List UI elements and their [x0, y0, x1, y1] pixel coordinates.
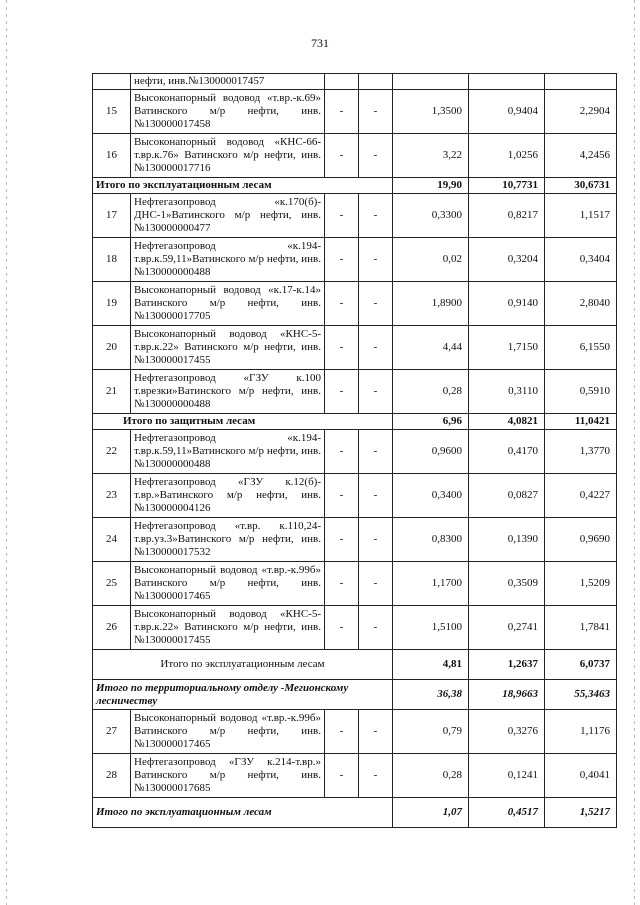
row-number: 26	[93, 606, 131, 650]
cell-c2: -	[359, 282, 393, 326]
object-name: Высоконапорный водовод «КНС-5-т.вр.к.22» Ватинского м/р нефти, инв.№130000017455	[131, 326, 325, 370]
row-number: 25	[93, 562, 131, 606]
total-label: Итого по территориальному отделу -Мегионскому лесничеству	[93, 680, 393, 710]
object-name: Нефтегазопровод «к.194-т.вр.к.59,11»Ватинского м/р нефти, инв.№130000000488	[131, 238, 325, 282]
total-value-3: 6,0737	[545, 650, 617, 680]
cell-c2: -	[359, 474, 393, 518]
value-1: 1,1700	[393, 562, 469, 606]
value-3: 4,2456	[545, 134, 617, 178]
row-number: 18	[93, 238, 131, 282]
table-row	[93, 370, 617, 414]
cell-c2	[359, 74, 393, 90]
total-value-2: 1,2637	[469, 650, 545, 680]
row-number: 23	[93, 474, 131, 518]
value-1: 0,3300	[393, 194, 469, 238]
value-3: 2,8040	[545, 282, 617, 326]
value-2: 0,0827	[469, 474, 545, 518]
object-name: Высоконапорный водовод «т.вр.-к.99б» Ватинского м/р нефти, инв.№130000017465	[131, 710, 325, 754]
row-number: 16	[93, 134, 131, 178]
table-row	[93, 562, 617, 606]
table-row	[93, 134, 617, 178]
row-number: 20	[93, 326, 131, 370]
value-1: 1,8900	[393, 282, 469, 326]
table-row	[93, 194, 617, 238]
value-1: 0,02	[393, 238, 469, 282]
object-name: Нефтегазопровод «т.вр. к.110,24-т.вр.уз.3»Ватинского м/р нефти, инв.№130000017532	[131, 518, 325, 562]
total-label: Итого по эксплуатационным лесам	[93, 798, 393, 828]
total-label: Итого по защитным лесам	[93, 414, 393, 430]
object-name: Высоконапорный водовод «т.вр.-к.99б» Ватинского м/р нефти, инв.№130000017465	[131, 562, 325, 606]
total-value-2: 4,0821	[469, 414, 545, 430]
cell-c2: -	[359, 430, 393, 474]
table-row	[93, 430, 617, 474]
total-row	[93, 798, 617, 828]
value-2: 0,1390	[469, 518, 545, 562]
value-3: 6,1550	[545, 326, 617, 370]
row-number: 17	[93, 194, 131, 238]
row-number	[93, 74, 131, 90]
value-1: 0,79	[393, 710, 469, 754]
table-body	[93, 74, 617, 828]
cell-c2: -	[359, 562, 393, 606]
value-3: 0,5910	[545, 370, 617, 414]
value-3: 0,3404	[545, 238, 617, 282]
total-row	[93, 650, 617, 680]
value-3: 1,3770	[545, 430, 617, 474]
data-table	[92, 73, 617, 828]
value-2: 0,4170	[469, 430, 545, 474]
total-value-1: 1,07	[393, 798, 469, 828]
total-value-1: 36,38	[393, 680, 469, 710]
right-margin-line	[634, 0, 635, 905]
cell-c1: -	[325, 370, 359, 414]
value-2: 0,2741	[469, 606, 545, 650]
cell-c2: -	[359, 238, 393, 282]
value-1: 4,44	[393, 326, 469, 370]
cell-c1: -	[325, 194, 359, 238]
cell-c1: -	[325, 282, 359, 326]
value-1: 0,28	[393, 754, 469, 798]
table-row	[93, 238, 617, 282]
value-3: 1,5209	[545, 562, 617, 606]
cell-c1: -	[325, 474, 359, 518]
value-3: 1,1517	[545, 194, 617, 238]
value-1: 0,3400	[393, 474, 469, 518]
value-1: 3,22	[393, 134, 469, 178]
value-3: 2,2904	[545, 90, 617, 134]
cell-c1: -	[325, 430, 359, 474]
cell-c2: -	[359, 90, 393, 134]
object-name: Нефтегазопровод «к.194-т.вр.к.59,11»Ватинского м/р нефти, инв.№130000000488	[131, 430, 325, 474]
value-3: 1,1176	[545, 710, 617, 754]
object-name: Нефтегазопровод «ГЗУ к.100 т.врезки»Ватинского м/р нефти, инв.№130000000488	[131, 370, 325, 414]
table-row	[93, 282, 617, 326]
cell-c2: -	[359, 710, 393, 754]
object-name: Нефтегазопровод «к.170(б)-ДНС-1»Ватинского м/р нефти, инв.№130000000477	[131, 194, 325, 238]
value-1	[393, 74, 469, 90]
value-2: 1,0256	[469, 134, 545, 178]
cell-c2: -	[359, 370, 393, 414]
table-row	[93, 90, 617, 134]
value-1: 0,9600	[393, 430, 469, 474]
total-value-3: 30,6731	[545, 178, 617, 194]
value-1: 1,3500	[393, 90, 469, 134]
total-value-2: 18,9663	[469, 680, 545, 710]
value-3: 0,9690	[545, 518, 617, 562]
row-number: 28	[93, 754, 131, 798]
value-3: 0,4227	[545, 474, 617, 518]
row-number: 19	[93, 282, 131, 326]
total-value-3: 55,3463	[545, 680, 617, 710]
cell-c1: -	[325, 518, 359, 562]
value-1: 1,5100	[393, 606, 469, 650]
row-number: 15	[93, 90, 131, 134]
total-value-2: 10,7731	[469, 178, 545, 194]
value-2: 0,9140	[469, 282, 545, 326]
total-row	[93, 178, 617, 194]
total-value-1: 4,81	[393, 650, 469, 680]
cell-c2: -	[359, 134, 393, 178]
cell-c2: -	[359, 754, 393, 798]
table-row	[93, 326, 617, 370]
total-row	[93, 680, 617, 710]
cell-c1: -	[325, 710, 359, 754]
value-2: 0,3509	[469, 562, 545, 606]
cell-c1: -	[325, 754, 359, 798]
table-row	[93, 606, 617, 650]
cell-c2: -	[359, 194, 393, 238]
total-label: Итого по эксплуатационным лесам	[93, 650, 393, 680]
cell-c1: -	[325, 562, 359, 606]
cell-c1: -	[325, 606, 359, 650]
row-number: 27	[93, 710, 131, 754]
value-3: 0,4041	[545, 754, 617, 798]
cell-c2: -	[359, 518, 393, 562]
value-3	[545, 74, 617, 90]
object-name: нефти, инв.№130000017457	[131, 74, 325, 90]
cell-c2: -	[359, 326, 393, 370]
cell-c1: -	[325, 134, 359, 178]
value-2: 0,8217	[469, 194, 545, 238]
object-name: Высоконапорный водовод «КНС-5-т.вр.к.22» Ватинского м/р нефти, инв.№130000017455	[131, 606, 325, 650]
cell-c1	[325, 74, 359, 90]
value-3: 1,7841	[545, 606, 617, 650]
row-number: 24	[93, 518, 131, 562]
cell-c1: -	[325, 238, 359, 282]
total-row	[93, 414, 617, 430]
value-2: 0,3110	[469, 370, 545, 414]
value-1: 0,8300	[393, 518, 469, 562]
page-number: 731	[311, 36, 329, 50]
total-value-1: 6,96	[393, 414, 469, 430]
table-row	[93, 518, 617, 562]
table-row	[93, 754, 617, 798]
value-2: 0,3276	[469, 710, 545, 754]
total-label: Итого по эксплуатационным лесам	[93, 178, 393, 194]
total-value-3: 11,0421	[545, 414, 617, 430]
value-1: 0,28	[393, 370, 469, 414]
total-value-2: 0,4517	[469, 798, 545, 828]
total-value-1: 19,90	[393, 178, 469, 194]
cell-c1: -	[325, 90, 359, 134]
table-row	[93, 710, 617, 754]
table-row	[93, 74, 617, 90]
value-2	[469, 74, 545, 90]
value-2: 0,1241	[469, 754, 545, 798]
cell-c1: -	[325, 326, 359, 370]
table-row	[93, 474, 617, 518]
row-number: 21	[93, 370, 131, 414]
object-name: Нефтегазопровод «ГЗУ к.12(б)-т.вр.»Ватинского м/р нефти, инв.№130000004126	[131, 474, 325, 518]
object-name: Высоконапорный водовод «к.17-к.14» Ватинского м/р нефти, инв.№130000017705	[131, 282, 325, 326]
cell-c2: -	[359, 606, 393, 650]
value-2: 0,3204	[469, 238, 545, 282]
row-number: 22	[93, 430, 131, 474]
total-value-3: 1,5217	[545, 798, 617, 828]
left-margin-line	[6, 0, 7, 905]
object-name: Нефтегазопровод «ГЗУ к.214-т.вр.» Ватинского м/р нефти, инв.№130000017685	[131, 754, 325, 798]
object-name: Высоконапорный водовод «т.вр.-к.69» Ватинского м/р нефти, инв.№130000017458	[131, 90, 325, 134]
value-2: 1,7150	[469, 326, 545, 370]
object-name: Высоконапорный водовод «КНС-66-т.вр.к.76» Ватинского м/р нефти, инв.№130000017716	[131, 134, 325, 178]
value-2: 0,9404	[469, 90, 545, 134]
